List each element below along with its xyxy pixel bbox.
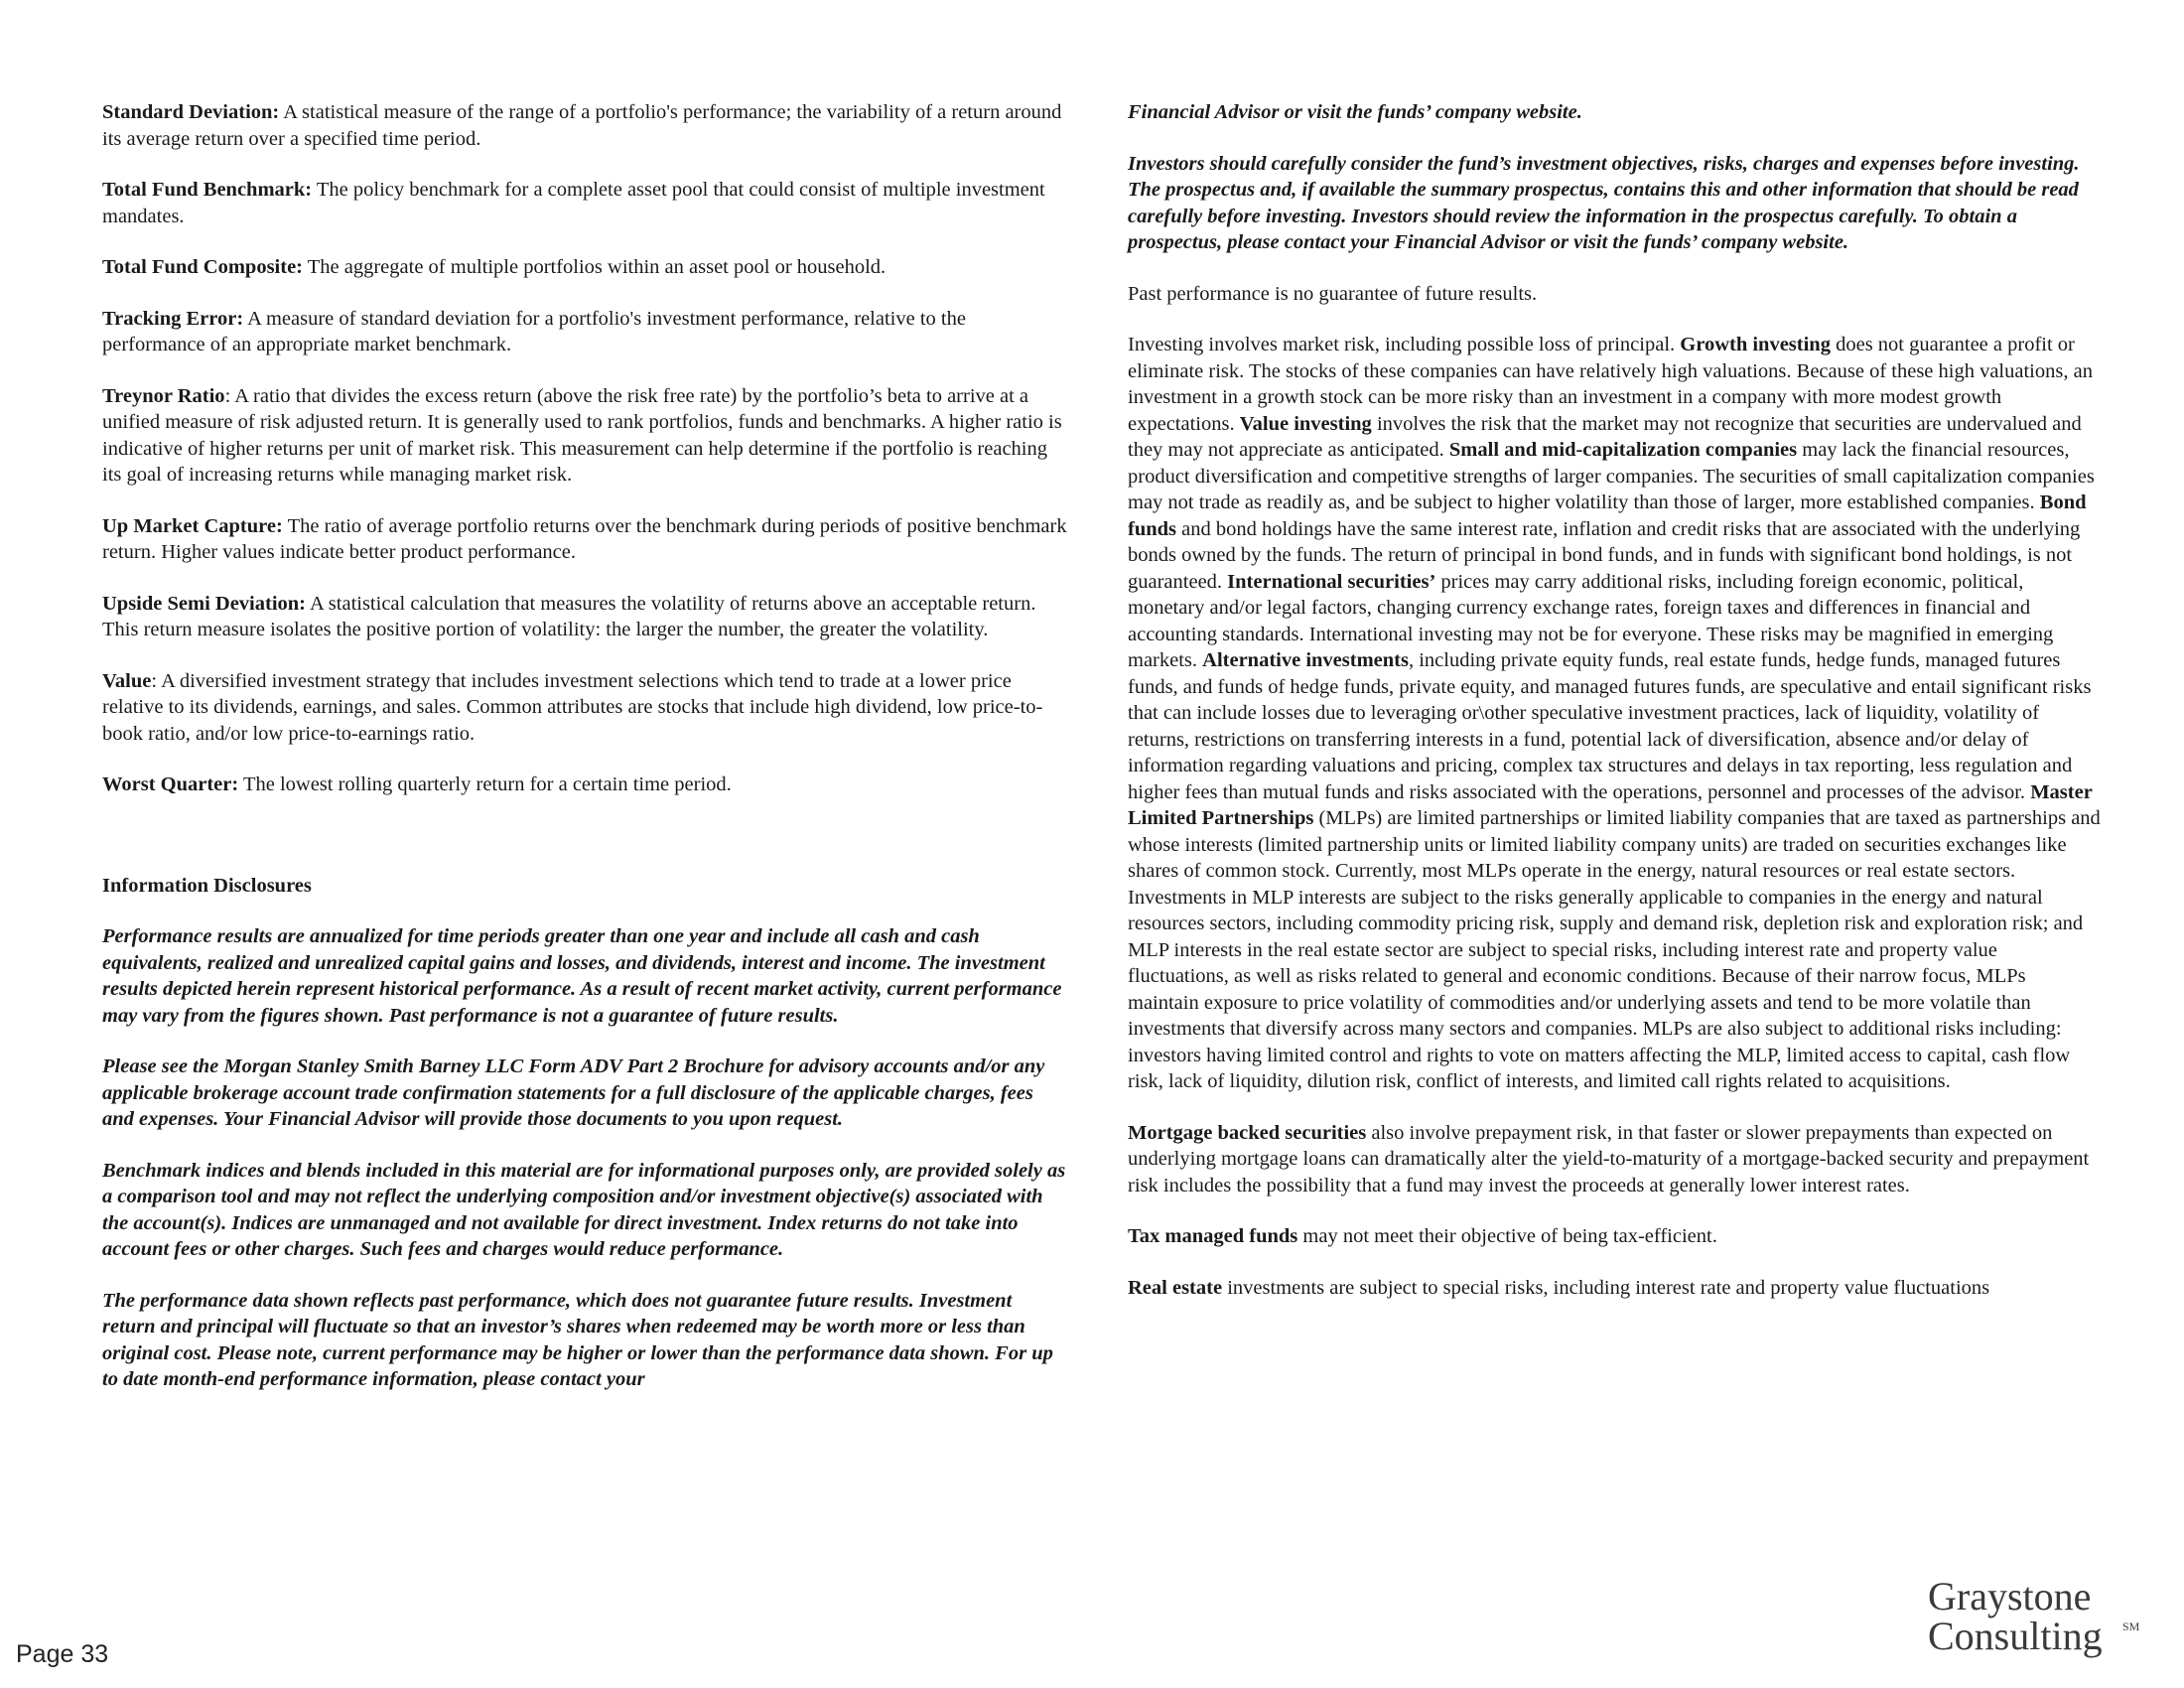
risk-term-bond: Bond funds	[1128, 492, 2087, 540]
risk-term-real-estate: Real estate	[1128, 1276, 1223, 1299]
glossary-entry	[102, 591, 1067, 643]
glossary-term: Value	[102, 669, 152, 692]
glossary-term: Upside Semi Deviation:	[102, 592, 306, 615]
glossary-term: Treynor Ratio	[102, 384, 225, 407]
real-estate-paragraph	[1128, 1275, 2101, 1302]
section-title-information-disclosures: Information Disclosures	[102, 874, 312, 897]
disclosure-paragraph: Please see the Morgan Stanley Smith Barney LLC Form ADV Part 2 Brochure for advisory accounts and/or any applicable brokerage account trade confirmation statements for a full disclosure of the applicable charges, fees and expenses. Your Financial Advisor will provide those documents to you upon request.	[102, 1055, 1045, 1130]
risk-text-international: prices may carry additional risks, including foreign economic, political, monetary and/or legal factors, changing currency exchange rates, foreign taxes and differences in financial and accounting standards. International investing may not be for everyone. These risks may be magnified in emerging markets.	[1128, 570, 2054, 671]
disclosure-paragraph: Performance results are annualized for time periods greater than one year and include all cash and cash equivalents, realized and unrealized capital gains and losses, and dividends, interest and income. The investment results depicted herein represent historical performance. As a result of recent market activity, current performance may vary from the figures shown. Past performance is not a guarantee of future results.	[102, 925, 1062, 1027]
glossary-entry	[102, 306, 1067, 358]
risk-term-small-mid: Small and mid-capitalization companies	[1448, 439, 1798, 461]
risk-term-alternative: Alternative investments	[1202, 649, 1409, 671]
glossary-definition: : A diversified investment strategy that includes investment selections which tend to trade at a lower price relative to its dividends, earnings, and sales. Common attributes are stocks that include high dividend, low price-to-book ratio, and/or low price-to-earnings ratio.	[102, 669, 1043, 745]
risk-term-mlp: Master Limited Partnerships	[1128, 780, 2093, 829]
risk-text-mortgage: also involve prepayment risk, in that faster or slower prepayments than expected on underlying mortgage loans can dramatically alter the yield-to-maturity of a mortgage-backed security and prepayment risk includes the possibility that a fund may invest the proceeds at generally lower interest rates.	[1128, 1121, 2090, 1196]
glossary-definition: : A ratio that divides the excess return (above the risk free rate) by the portfolio’s beta to arrive at a unified measure of risk adjusted return. It is generally used to rank portfolios, funds and benchmarks. A higher ratio is indicative of higher returns per unit of market risk. This measurement can help determine if the portfolio is reaching its goal of increasing returns while managing market risk.	[102, 384, 1062, 486]
disclosure-paragraph: Benchmark indices and blends included in this material are for informational purposes only, are provided solely as a comparison tool and may not reflect the underlying composition and/or investment objective(s) associated with the account(s). Indices are unmanaged and not available for direct investment. Index returns do not take into account fees or other charges. Such fees and charges would reduce performance.	[102, 1159, 1066, 1260]
glossary-entry	[102, 383, 1067, 489]
mortgage-paragraph	[1128, 1120, 2101, 1199]
risk-term-international: International securities’	[1227, 570, 1436, 593]
risk-intro: Investing involves market risk, including possible loss of principal.	[1128, 334, 1681, 355]
logo-overlap-fade	[1767, 1567, 1916, 1597]
glossary-term: Tracking Error:	[102, 307, 244, 330]
tax-paragraph	[1128, 1223, 2101, 1250]
risk-term-growth: Growth investing	[1680, 334, 1831, 355]
graystone-consulting-logo	[1926, 1574, 2164, 1663]
risk-text-bond: and bond holdings have the same interest rate, inflation and credit risks that are associated with the underlying bonds owned by the funds. The return of principal in bond funds, and in funds with significant bond holdings, is not guaranteed.	[1128, 517, 2081, 593]
glossary-entry	[102, 513, 1067, 566]
risk-text-real-estate: investments are subject to special risks, including interest rate and property value fluctuations	[1222, 1276, 1990, 1299]
risk-term-value: Value investing	[1239, 412, 1372, 435]
logo-service-mark: SM	[2122, 1619, 2140, 1633]
glossary-definition: A statistical calculation that measures the volatility of returns above an acceptable return. This return measure isolates the positive portion of volatility: the larger the number, the greater the volatility.	[102, 592, 1036, 640]
right-column	[1128, 99, 2101, 1326]
glossary-term: Worst Quarter:	[102, 774, 239, 795]
risk-term-tax: Tax managed funds	[1128, 1225, 1298, 1247]
prospectus-notice: Investors should carefully consider the fund’s investment objectives, risks, charges and expenses before investing. The prospectus and, if available the summary prospectus, contains this and other information that should be read carefully before investing. Investors should review the information in the prospectus carefully. To obtain a prospectus, please contact your Financial Advisor or visit the funds’ company website.	[1128, 152, 2080, 253]
disclosure-paragraph: The performance data shown reflects past performance, which does not guarantee future results. Investment return and principal will fluctuate so that an investor’s shares when redeemed may be worth more or less than original cost. Please note, current performance may be higher or lower than the performance data shown. For up to date month-end performance information, please contact your	[102, 1289, 1053, 1390]
glossary-definition: The aggregate of multiple portfolios within an asset pool or household.	[303, 256, 887, 278]
left-column	[102, 99, 1067, 1418]
glossary-entry	[102, 772, 1067, 798]
disclosure-continuation: Financial Advisor or visit the funds’ company website.	[1128, 101, 1582, 123]
risk-text-mlp: (MLPs) are limited partnerships or limited liability companies that are taxed as partnerships and whose interests (limited partnership units or limited liability company units) are traded on securities exchanges like shares of common stock. Currently, most MLPs operate in the energy, natural resources or real estate sectors. Investments in MLP interests are subject to the risks generally applicable to companies in the energy and natural resources sectors, including commodity pricing risk, supply and demand risk, depletion risk and exploration risk; and MLP interests in the real estate sector are subject to special risks, including interest rate and property value fluctuations, as well as risks related to general and economic conditions. Because of their narrow focus, MLPs maintain exposure to price volatility of commodities and/or underlying assets and tend to be more volatile than investments that diversify across many sectors and companies. MLPs are also subject to additional risks including: investors having limited control and rights to vote on matters affecting the MLP, limited access to capital, cash flow risk, lack of liquidity, dilution risk, conflict of interests, and limited call rights related to acquisitions.	[1128, 807, 2101, 1092]
logo-line-2: Consulting	[1928, 1614, 2103, 1658]
glossary-definition: The policy benchmark for a complete asset pool that could consist of multiple investment mandates.	[102, 179, 1045, 227]
past-performance-notice: Past performance is no guarantee of future results.	[1128, 282, 1538, 305]
glossary-term: Total Fund Composite:	[102, 256, 303, 278]
glossary-term: Up Market Capture:	[102, 514, 283, 537]
risk-text-small-mid: may lack the financial resources, product diversification and competitive strengths of larger companies. The securities of small capitalization companies may not trade as readily as, and be subject to higher volatility than those of larger, more established companies.	[1128, 439, 2095, 513]
page-number: Page 33	[16, 1640, 109, 1668]
risk-text-value: involves the risk that the market may not recognize that securities are undervalued and they may not appreciate as anticipated.	[1128, 412, 2082, 461]
glossary-term: Total Fund Benchmark:	[102, 179, 313, 201]
risk-paragraph	[1128, 332, 2101, 1095]
glossary-list	[102, 99, 1067, 798]
risk-text-growth: does not guarantee a profit or eliminate risk. The stocks of these companies can have relatively high valuations. Because of these high valuations, an investment in a growth stock can be more risky than an investment in a company with more modest growth expectations.	[1128, 334, 2093, 435]
risk-text-tax: may not meet their objective of being tax-efficient.	[1297, 1225, 1717, 1247]
glossary-entry	[102, 177, 1067, 229]
glossary-definition: A measure of standard deviation for a portfolio's investment performance, relative to the performance of an appropriate market benchmark.	[102, 307, 966, 355]
glossary-entry	[102, 254, 1067, 281]
glossary-term: Standard Deviation:	[102, 101, 280, 123]
glossary-definition: A statistical measure of the range of a portfolio's performance; the variability of a return around its average return over a specified time period.	[102, 101, 1062, 150]
risk-text-alternative: , including private equity funds, real estate funds, hedge funds, managed futures funds, and funds of hedge funds, private equity, and managed futures funds, are speculative and entail significant risks that can include losses due to leveraging or\other speculative investment practices, lack of liquidity, volatility of returns, restrictions on transferring interests in a fund, potential lack of diversification, absence and/or delay of information regarding valuations and pricing, complex tax structures and delays in tax reporting, less regulation and higher fees than mutual funds and risks associated with the operations, personnel and processes of the advisor.	[1128, 649, 2092, 803]
risk-term-mortgage: Mortgage backed securities	[1128, 1121, 1367, 1144]
glossary-definition: The lowest rolling quarterly return for a certain time period.	[238, 774, 732, 795]
glossary-definition: The ratio of average portfolio returns over the benchmark during periods of positive benchmark return. Higher values indicate better product performance.	[102, 514, 1067, 563]
glossary-entry	[102, 668, 1067, 748]
logo-line-1: Graystone	[1928, 1574, 2092, 1618]
logo-wordmark	[1926, 1574, 2164, 1663]
glossary-entry	[102, 99, 1067, 152]
